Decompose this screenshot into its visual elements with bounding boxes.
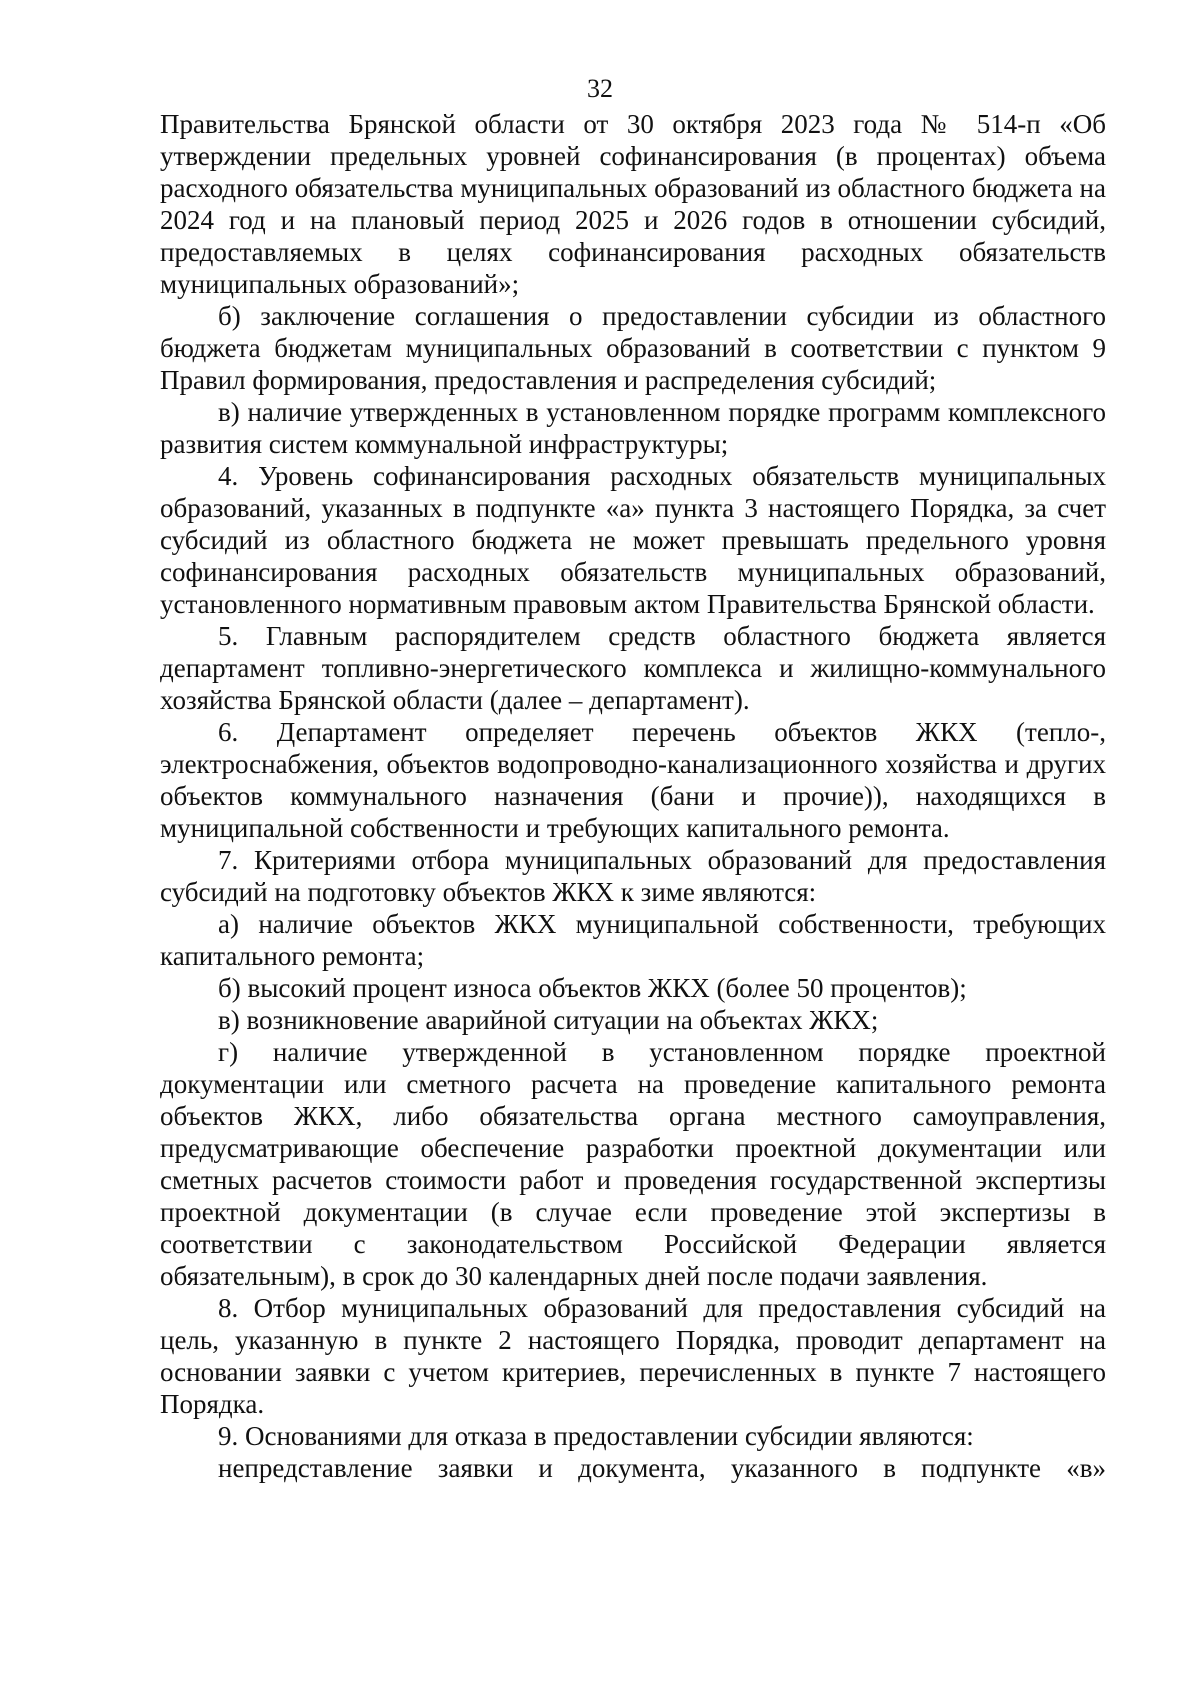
paragraph: в) наличие утвержденных в установленном порядке программ комплексного развития систем коммунальной инфраструктуры; bbox=[160, 397, 1106, 459]
paragraph: 9. Основаниями для отказа в предоставлении субсидии являются: bbox=[218, 1421, 974, 1451]
paragraph: б) высокий процент износа объектов ЖКХ (более 50 процентов); bbox=[218, 973, 967, 1003]
paragraph: 6. Департамент определяет перечень объектов ЖКХ (тепло-, электроснабжения, объектов водопроводно-канализационного хозяйства и других объектов коммунального назначения (бани и прочие)), находящихся в муниципальной собственности и требующих капитального ремонта. bbox=[160, 717, 1106, 843]
paragraph: 8. Отбор муниципальных образований для предоставления субсидий на цель, указанную в пункте 2 настоящего Порядка, проводит департамент на основании заявки с учетом критериев, перечисленных в пункте 7 настоящего Порядка. bbox=[160, 1293, 1106, 1419]
document-body bbox=[160, 108, 1106, 1484]
page-number: 32 bbox=[587, 74, 613, 103]
paragraph: 5. Главным распорядителем средств областного бюджета является департамент топливно-энергетического комплекса и жилищно-коммунального хозяйства Брянской области (далее – департамент). bbox=[160, 621, 1106, 715]
paragraph: г) наличие утвержденной в установленном порядке проектной документации или сметного расчета на проведение капитального ремонта объектов ЖКХ, либо обязательства органа местного самоуправления, предусматривающие обеспечение разработки проектной документации или сметных расчетов стоимости работ и проведения государственной экспертизы проектной документации (в случае если проведение этой экспертизы в соответствии с законодательством Российской Федерации является обязательным), в срок до 30 календарных дней после подачи заявления. bbox=[160, 1037, 1106, 1291]
paragraph: 4. Уровень софинансирования расходных обязательств муниципальных образований, указанных в подпункте «а» пункта 3 настоящего Порядка, за счет субсидий из областного бюджета не может превышать предельного уровня софинансирования расходных обязательств муниципальных образований, установленного нормативным правовым актом Правительства Брянской области. bbox=[160, 461, 1106, 619]
paragraph: а) наличие объектов ЖКХ муниципальной собственности, требующих капитального ремонта; bbox=[160, 909, 1106, 971]
paragraph: 7. Критериями отбора муниципальных образований для предоставления субсидий на подготовку объектов ЖКХ к зиме являются: bbox=[160, 845, 1106, 907]
paragraph: непредставление заявки и документа, указанного в подпункте «в» bbox=[218, 1453, 1106, 1483]
paragraph: в) возникновение аварийной ситуации на объектах ЖКХ; bbox=[218, 1005, 879, 1035]
paragraph: Правительства Брянской области от 30 октября 2023 года № 514-п «Об утверждении предельных уровней софинансирования (в процентах) объема расходного обязательства муниципальных образований из областного бюджета на 2024 год и на плановый период 2025 и 2026 годов в отношении субсидий, предоставляемых в целях софинансирования расходных обязательств муниципальных образований»; bbox=[160, 109, 1106, 299]
paragraph: б) заключение соглашения о предоставлении субсидии из областного бюджета бюджетам муниципальных образований в соответствии с пунктом 9 Правил формирования, предоставления и распределения субсидий; bbox=[160, 301, 1106, 395]
